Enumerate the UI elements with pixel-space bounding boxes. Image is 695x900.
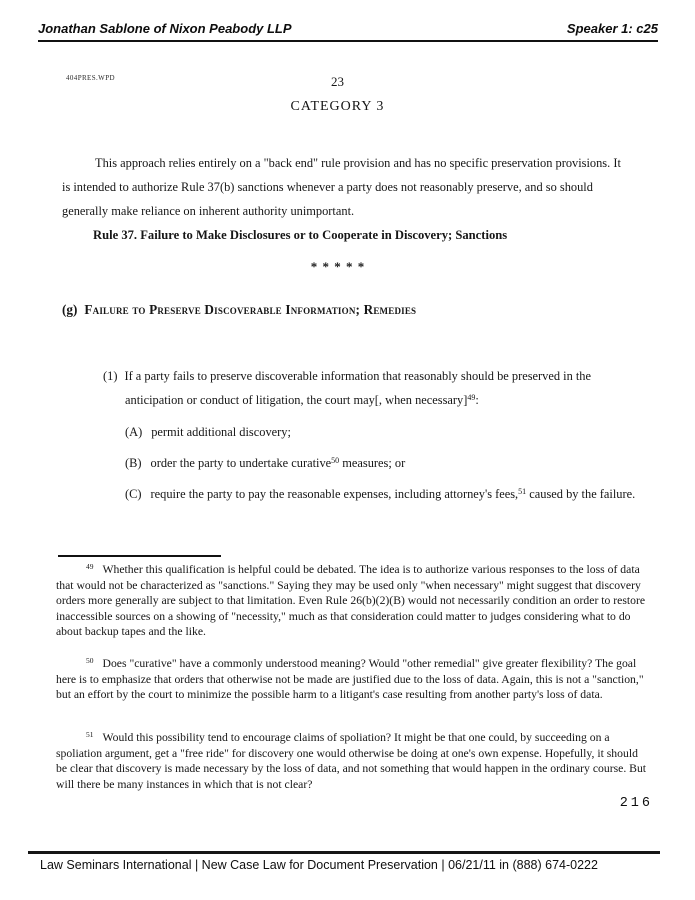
page-number-bottom: 216: [619, 796, 653, 811]
footnote-separator-rule: [58, 555, 221, 557]
footnote-ref-51: 51: [518, 487, 527, 496]
footnote-ref-50: 50: [331, 456, 340, 465]
list-text: require the party to pay the reasonable expenses, including attorney's fees,: [150, 487, 519, 501]
footnote-49: [56, 562, 650, 640]
document-filename: 404PRES.WPD: [66, 74, 115, 82]
footnote-marker-50: 50: [86, 656, 94, 665]
footnote-text: Does "curative" have a commonly understood meaning? Would "other remedial" give greater flexibility? The goal here is to emphasize that orders that otherwise not be made are justified due to the loss of data. Again, this is not a "sanction," but an effort by the court to minimize the possible harm to a litigant's case resulting from another party's loss of data.: [56, 657, 644, 702]
list-marker: (A): [125, 425, 143, 439]
footnote-marker-51: 51: [86, 730, 94, 739]
list-item-a: [125, 420, 638, 444]
subsection-marker: (g): [62, 302, 78, 317]
list-marker: (C): [125, 487, 142, 501]
footer-text: Law Seminars International | New Case Law for Document Preservation | 06/21/11 in (888) 674-0222: [40, 858, 598, 872]
footnote-text: Whether this qualification is helpful could be debated. The idea is to authorize various responses to the loss of data that would not be characterized as "sanctions." Saying they may be used only "when necessary" might suggest that discovery orders more generally are subject to that limitation. Even Rule 26(b)(2)(B) would not necessarily condition an order to restore inaccessible sources on a showing of "necessity," much as that consideration could matter to judges considering what to do about backup tapes and the like.: [56, 563, 646, 639]
list-item-b: [125, 451, 638, 475]
list-item-intro: [103, 364, 633, 412]
list-text: permit additional discovery;: [151, 425, 291, 439]
category-title: CATEGORY 3: [290, 99, 385, 114]
header-author: Jonathan Sablone of Nixon Peabody LLP: [38, 21, 292, 36]
footnote-50: [56, 656, 650, 703]
footnote-marker-49: 49: [86, 562, 94, 571]
asterisk-separator: * * * * *: [310, 259, 365, 274]
list-text: If a party fails to preserve discoverable information that reasonably should be preserved in the anticipation or conduct of litigation, the court may[, when necessary]: [124, 369, 592, 407]
header-speaker: Speaker 1: c25: [566, 21, 658, 36]
list-marker: (1): [103, 369, 118, 383]
footnote-ref-49: 49: [467, 393, 476, 402]
subsection-heading: [62, 302, 642, 318]
footer-rule: [28, 851, 660, 854]
list-text-after: caused by the failure.: [526, 487, 636, 501]
list-text-after: measures; or: [339, 456, 406, 470]
subsection-title: Failure to Preserve Discoverable Information; Remedies: [84, 302, 417, 317]
rule-heading: Rule 37. Failure to Make Disclosures or to Cooperate in Discovery; Sanctions: [93, 228, 508, 242]
intro-paragraph: This approach relies entirely on a "back end" rule provision and has no specific preservation provisions. It is intended to authorize Rule 37(b) sanctions whenever a party does not reasonably preserve, and so should generally make reliance on inherent authority unimportant.: [62, 156, 621, 219]
list-text-after: :: [475, 393, 479, 407]
page-number-top: 23: [331, 74, 344, 89]
page-header: [38, 21, 658, 42]
list-marker: (B): [125, 456, 142, 470]
list-item-c: [125, 482, 638, 506]
list-text: order the party to undertake curative: [150, 456, 332, 470]
footnote-51: [56, 730, 650, 792]
footnote-text: Would this possibility tend to encourage claims of spoliation? It might be that one could, by succeeding on a spoliation argument, get a "free ride" for discovery one would otherwise be doing at one's own expense. Hopefully, it should be clear that discovery is made necessary by the loss of data, and not something that would happen in the ordinary course. But will there be many instances in which that is not clear?: [56, 731, 647, 791]
